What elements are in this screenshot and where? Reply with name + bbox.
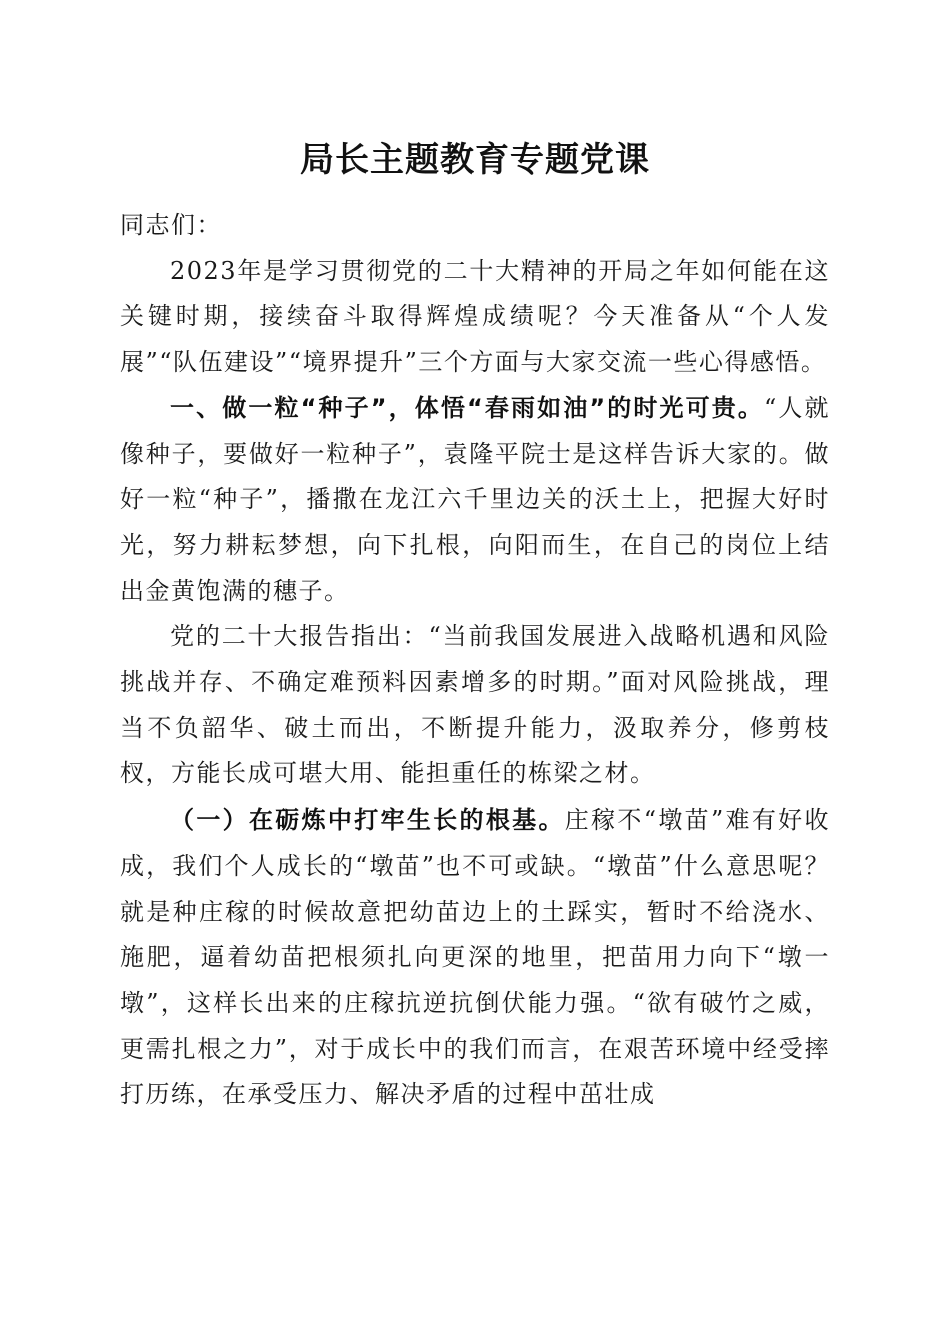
intro-paragraph: 2023年是学习贯彻党的二十大精神的开局之年如何能在这关键时期，接续奋斗取得辉煌成绩呢？今天准备从“个人发展”“队伍建设”“境界提升”三个方面与大家交流一些心得感悟。 [120, 256, 830, 377]
section-1-text: “人就像种子，要做好一粒种子”，袁隆平院士是这样告诉大家的。做好一粒“种子”，播撒在龙江六千里边关的沃土上，把握大好时光，努力耕耘梦想，向下扎根，向阳而生，在自己的岗位上结出金黄饱满的穗子。 [120, 393, 830, 605]
section-1-heading: 一、做一粒“种子”，体悟“春雨如油”的时光可贵。 [170, 393, 764, 422]
subsection-1-text: 庄稼不“墩苗”难有好收成，我们个人成长的“墩苗”也不可或缺。“墩苗”什么意思呢？就是种庄稼的时候故意把幼苗边上的土踩实，暂时不给浇水、施肥，逼着幼苗把根须扎向更深的地里，把苗用力向下“墩一墩”，这样长出来的庄稼抗逆抗倒伏能力强。“欲有破竹之威，更需扎根之力”，对于成长中的我们而言，在艰苦环境中经受摔打历练，在承受压力、解决矛盾的过程中茁壮成 [120, 806, 831, 1109]
salutation: 同志们： [120, 211, 222, 239]
subsection-1-paragraph [120, 797, 830, 1118]
document-title: 局长主题教育专题党课 [300, 140, 650, 180]
document-body [120, 203, 830, 1118]
subsection-1-heading: （一）在砺炼中打牢生长的根基。 [170, 805, 565, 835]
section-1-paragraph [120, 386, 830, 615]
report-quote-paragraph: 党的二十大报告指出：“当前我国发展进入战略机遇和风险挑战并存、不确定难预料因素增多的时期。”面对风险挑战，理当不负韶华、破土而出，不断提升能力，汲取养分，修剪枝杈，方能长成可堪大用、能担重任的栋梁之材。 [120, 622, 830, 788]
